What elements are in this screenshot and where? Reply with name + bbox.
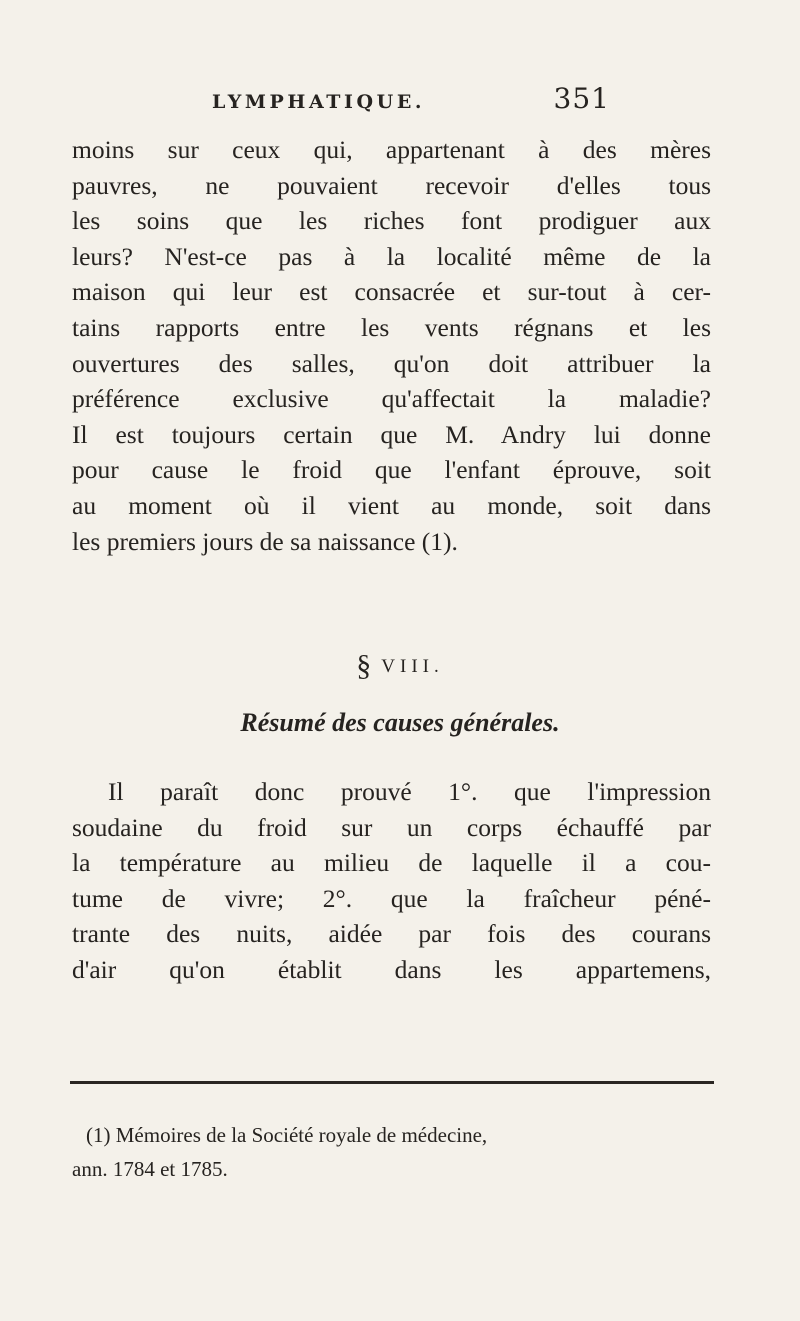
section-title: Résumé des causes générales. bbox=[240, 708, 560, 737]
text-line: tume de vivre; 2°. que la fraîcheur péné- bbox=[72, 883, 711, 913]
text-line: Il paraît donc prouvé 1°. que l'impression bbox=[108, 777, 711, 806]
section-heading bbox=[200, 651, 600, 681]
footnote-line: ann. 1784 et 1785. bbox=[72, 1157, 228, 1181]
section-sign: § bbox=[356, 649, 372, 682]
text-line: au moment où il vient au monde, soit dans bbox=[72, 490, 711, 520]
text-line: préférence exclusive qu'affectait la maladie? bbox=[72, 384, 711, 414]
text-line: la température au milieu de laquelle il a cou- bbox=[72, 848, 711, 878]
text-line: trante des nuits, aidée par fois des courans bbox=[72, 919, 711, 949]
running-head bbox=[212, 84, 610, 114]
text-line: leurs? N'est-ce pas à la localité même de la bbox=[72, 241, 711, 271]
text-line: moins sur ceux qui, appartenant à des mères bbox=[72, 135, 711, 164]
text-line: les soins que les riches font prodiguer aux bbox=[72, 206, 711, 236]
text-line: tains rapports entre les vents régnans et les bbox=[72, 312, 711, 342]
text-line: pauvres, ne pouvaient recevoir d'elles tous bbox=[72, 170, 711, 200]
text-line: d'air qu'on établit dans les appartemens, bbox=[72, 954, 711, 984]
footnote bbox=[72, 1118, 711, 1186]
text-line: soudaine du froid sur un corps échauffé par bbox=[72, 812, 711, 842]
text-line: ouvertures des salles, qu'on doit attribuer la bbox=[72, 348, 711, 378]
paragraph-2 bbox=[72, 774, 711, 988]
text-line: Il est toujours certain que M. Andry lui donne bbox=[72, 419, 711, 449]
text-line: pour cause le froid que l'enfant éprouve, soit bbox=[72, 455, 711, 485]
footnote-line: (1) Mémoires de la Société royale de médecine, bbox=[86, 1123, 488, 1147]
running-title: LYMPHATIQUE. bbox=[212, 91, 426, 113]
page-number: 351 bbox=[553, 82, 610, 115]
text-line: les premiers jours de sa naissance (1). bbox=[72, 526, 458, 556]
footnote-divider bbox=[70, 1081, 714, 1084]
section-number: VIII. bbox=[381, 656, 444, 677]
paragraph-1 bbox=[72, 132, 711, 559]
text-line: maison qui leur est consacrée et sur-tout à cer- bbox=[72, 277, 711, 307]
